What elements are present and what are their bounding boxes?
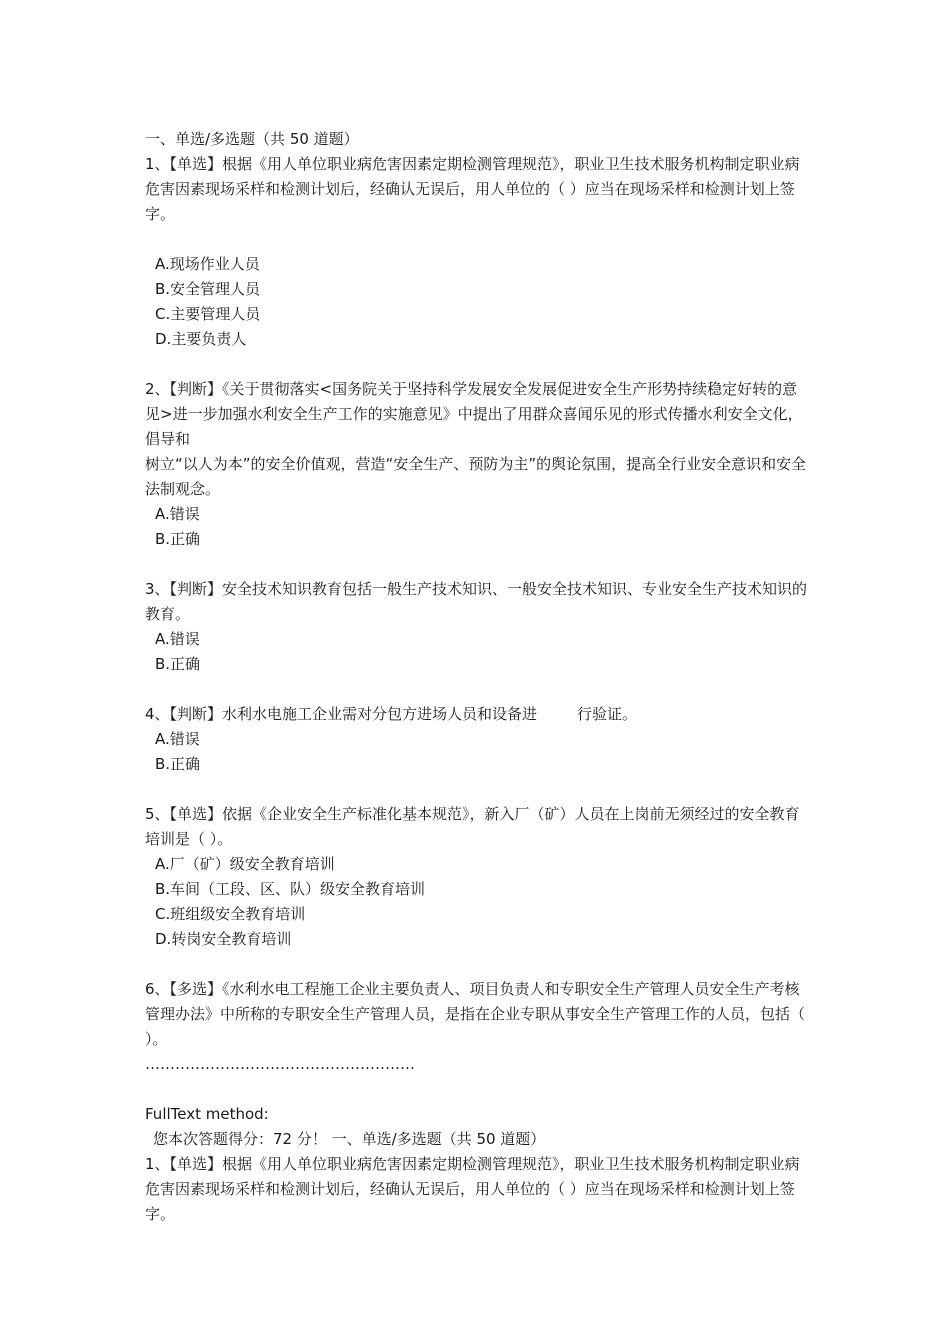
question-2-option-a: A.错误: [155, 505, 200, 523]
question-5-option-a: A.厂（矿）级安全教育培训: [155, 855, 335, 873]
question-2-stem-part1: 2、【判断】《关于贯彻落实<国务院关于坚持科学发展安全发展促进安全生产形势持续稳定好转的意见>进一步加强水利安全生产工作的实施意见》中提出了用群众喜闻乐见的形式传播水利安全文化，倡导和: [145, 380, 803, 448]
question-2-option-b: B.正确: [155, 530, 201, 548]
section-title: 一、单选/多选题（共 50 道题）: [145, 130, 359, 148]
question-1-option-b: B.安全管理人员: [155, 280, 261, 298]
document-page: [145, 127, 810, 1227]
question-3-stem: 3、【判断】安全技术知识教育包括一般生产技术知识、一般安全技术知识、专业安全生产技术知识的教育。: [145, 580, 808, 623]
question-5-stem: 5、【单选】依据《企业安全生产标准化基本规范》，新入厂（矿）人员在上岗前无须经过的安全教育培训是（ ）。: [145, 805, 800, 848]
fulltext-label: FullText method:: [145, 1105, 269, 1123]
question-1-option-a: A.现场作业人员: [155, 255, 260, 273]
question-2-stem-part2: 树立“以人为本”的安全价值观，营造“安全生产、预防为主”的舆论氛围，提高全行业安全意识和安全法制观念。: [145, 455, 807, 498]
question-4-stem: [145, 702, 810, 727]
question-3-option-a: A.错误: [155, 630, 200, 648]
question-1-option-d: D.主要负责人: [155, 330, 247, 348]
question-1-option-c: C.主要管理人员: [155, 305, 261, 323]
repeat-question-1-stem: 1、【单选】根据《用人单位职业病危害因素定期检测管理规范》，职业卫生技术服务机构制定职业病危害因素现场采样和检测计划后，经确认无误后，用人单位的（ ）应当在现场采样和检测计划上签字。: [145, 1155, 800, 1223]
question-6-stem: 6、【多选】《水利水电工程施工企业主要负责人、项目负责人和专职安全生产管理人员安全生产考核管理办法》中所称的专职安全生产管理人员，是指在企业专职从事安全生产管理工作的人员，包括（ ）。: [145, 980, 806, 1048]
question-4-option-b: B.正确: [155, 755, 201, 773]
score-line: 您本次答题得分：72 分！ 一、单选/多选题（共 50 道题）: [153, 1130, 546, 1148]
ellipsis-divider: ………………………………………………: [145, 1055, 415, 1073]
question-4-stem-b: 行验证。: [577, 705, 638, 723]
question-1-stem: 1、【单选】根据《用人单位职业病危害因素定期检测管理规范》，职业卫生技术服务机构制定职业病危害因素现场采样和检测计划后，经确认无误后，用人单位的（ ）应当在现场采样和检测计划上签字。: [145, 155, 800, 223]
question-4-stem-a: 4、【判断】水利水电施工企业需对分包方进场人员和设备进: [145, 705, 538, 723]
question-3-option-b: B.正确: [155, 655, 201, 673]
question-4-option-a: A.错误: [155, 730, 200, 748]
question-5-option-c: C.班组级安全教育培训: [155, 905, 306, 923]
question-5-option-d: D.转岗安全教育培训: [155, 930, 292, 948]
question-5-option-b: B.车间（工段、区、队）级安全教育培训: [155, 880, 426, 898]
